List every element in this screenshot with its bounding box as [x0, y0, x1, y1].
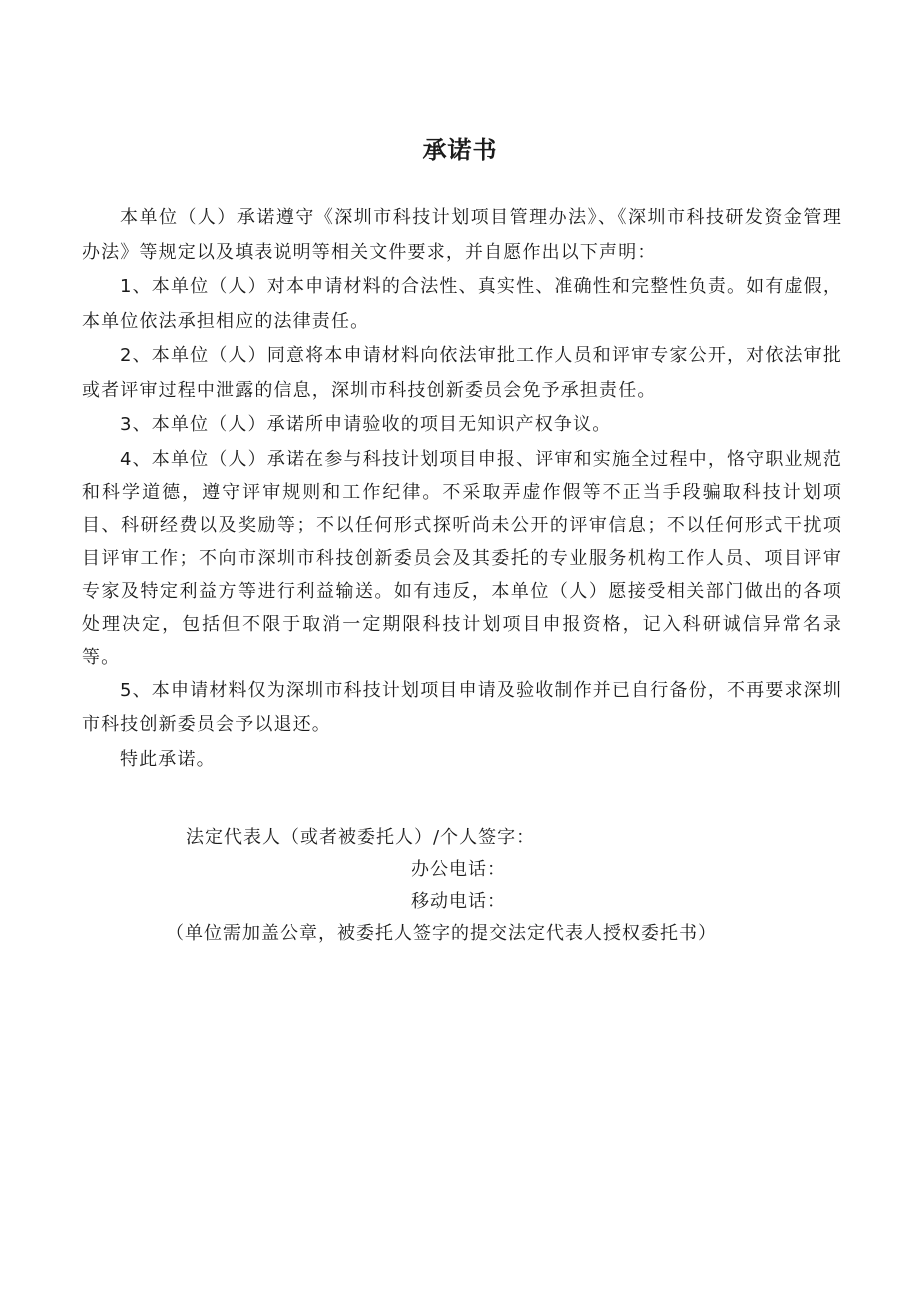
- office-phone-label: 办公电话：: [411, 859, 506, 880]
- item-number: 3: [120, 414, 133, 435]
- legal-rep-signature-label: 法定代表人（或者被委托人）/个人签字：: [186, 827, 536, 848]
- item-paragraph-1: [82, 270, 842, 339]
- item-number: 2: [120, 345, 133, 366]
- item-paragraph-4: [82, 443, 842, 674]
- item-number: 4: [120, 448, 133, 470]
- seal-note: （单位需加盖公章，被委托人签字的提交法定代表人授权委托书）: [166, 923, 717, 944]
- item-paragraph-3: [82, 408, 842, 443]
- document-body: [82, 201, 842, 777]
- item-paragraph-5: [82, 674, 842, 743]
- closing-paragraph: 特此承诺。: [120, 748, 216, 770]
- signature-block: [0, 822, 920, 950]
- item-text: 、本申请材料仅为深圳市科技计划项目申请及验收制作并已自行备份，不再要求深圳市科技创新委员会予以退还。: [82, 679, 842, 735]
- mobile-phone-label: 移动电话：: [411, 891, 506, 912]
- item-text: 、本单位（人）对本申请材料的合法性、真实性、准确性和完整性负责。如有虚假，本单位依法承担相应的法律责任。: [82, 276, 842, 332]
- item-number: 1: [120, 276, 133, 297]
- intro-paragraph: 本单位（人）承诺遵守《深圳市科技计划项目管理办法》、《深圳市科技研发资金管理办法》等规定以及填表说明等相关文件要求，并自愿作出以下声明：: [82, 207, 842, 263]
- document-title: 承诺书: [422, 136, 498, 164]
- item-text: 、本单位（人）同意将本申请材料向依法审批工作人员和评审专家公开，对依法审批或者评审过程中泄露的信息，深圳市科技创新委员会免予承担责任。: [82, 345, 842, 401]
- item-text: 、本单位（人）承诺所申请验收的项目无知识产权争议。: [132, 414, 612, 435]
- item-number: 5: [120, 679, 133, 701]
- item-paragraph-2: [82, 339, 842, 408]
- item-text: 、本单位（人）承诺在参与科技计划项目申报、评审和实施全过程中，恪守职业规范和科学道德，遵守评审规则和工作纪律。不采取弄虚作假等不正当手段骗取科技计划项目、科研经费以及奖励等；不以任何形式探听尚未公开的评审信息；不以任何形式干扰项目评审工作；不向市深圳市科技创新委员会及其委托的专业服务机构工作人员、项目评审专家及特定利益方等进行利益输送。如有违反，本单位（人）愿接受相关部门做出的各项处理决定，包括但不限于取消一定期限科技计划项目申报资格，记入科研诚信异常名录等。: [82, 448, 842, 668]
